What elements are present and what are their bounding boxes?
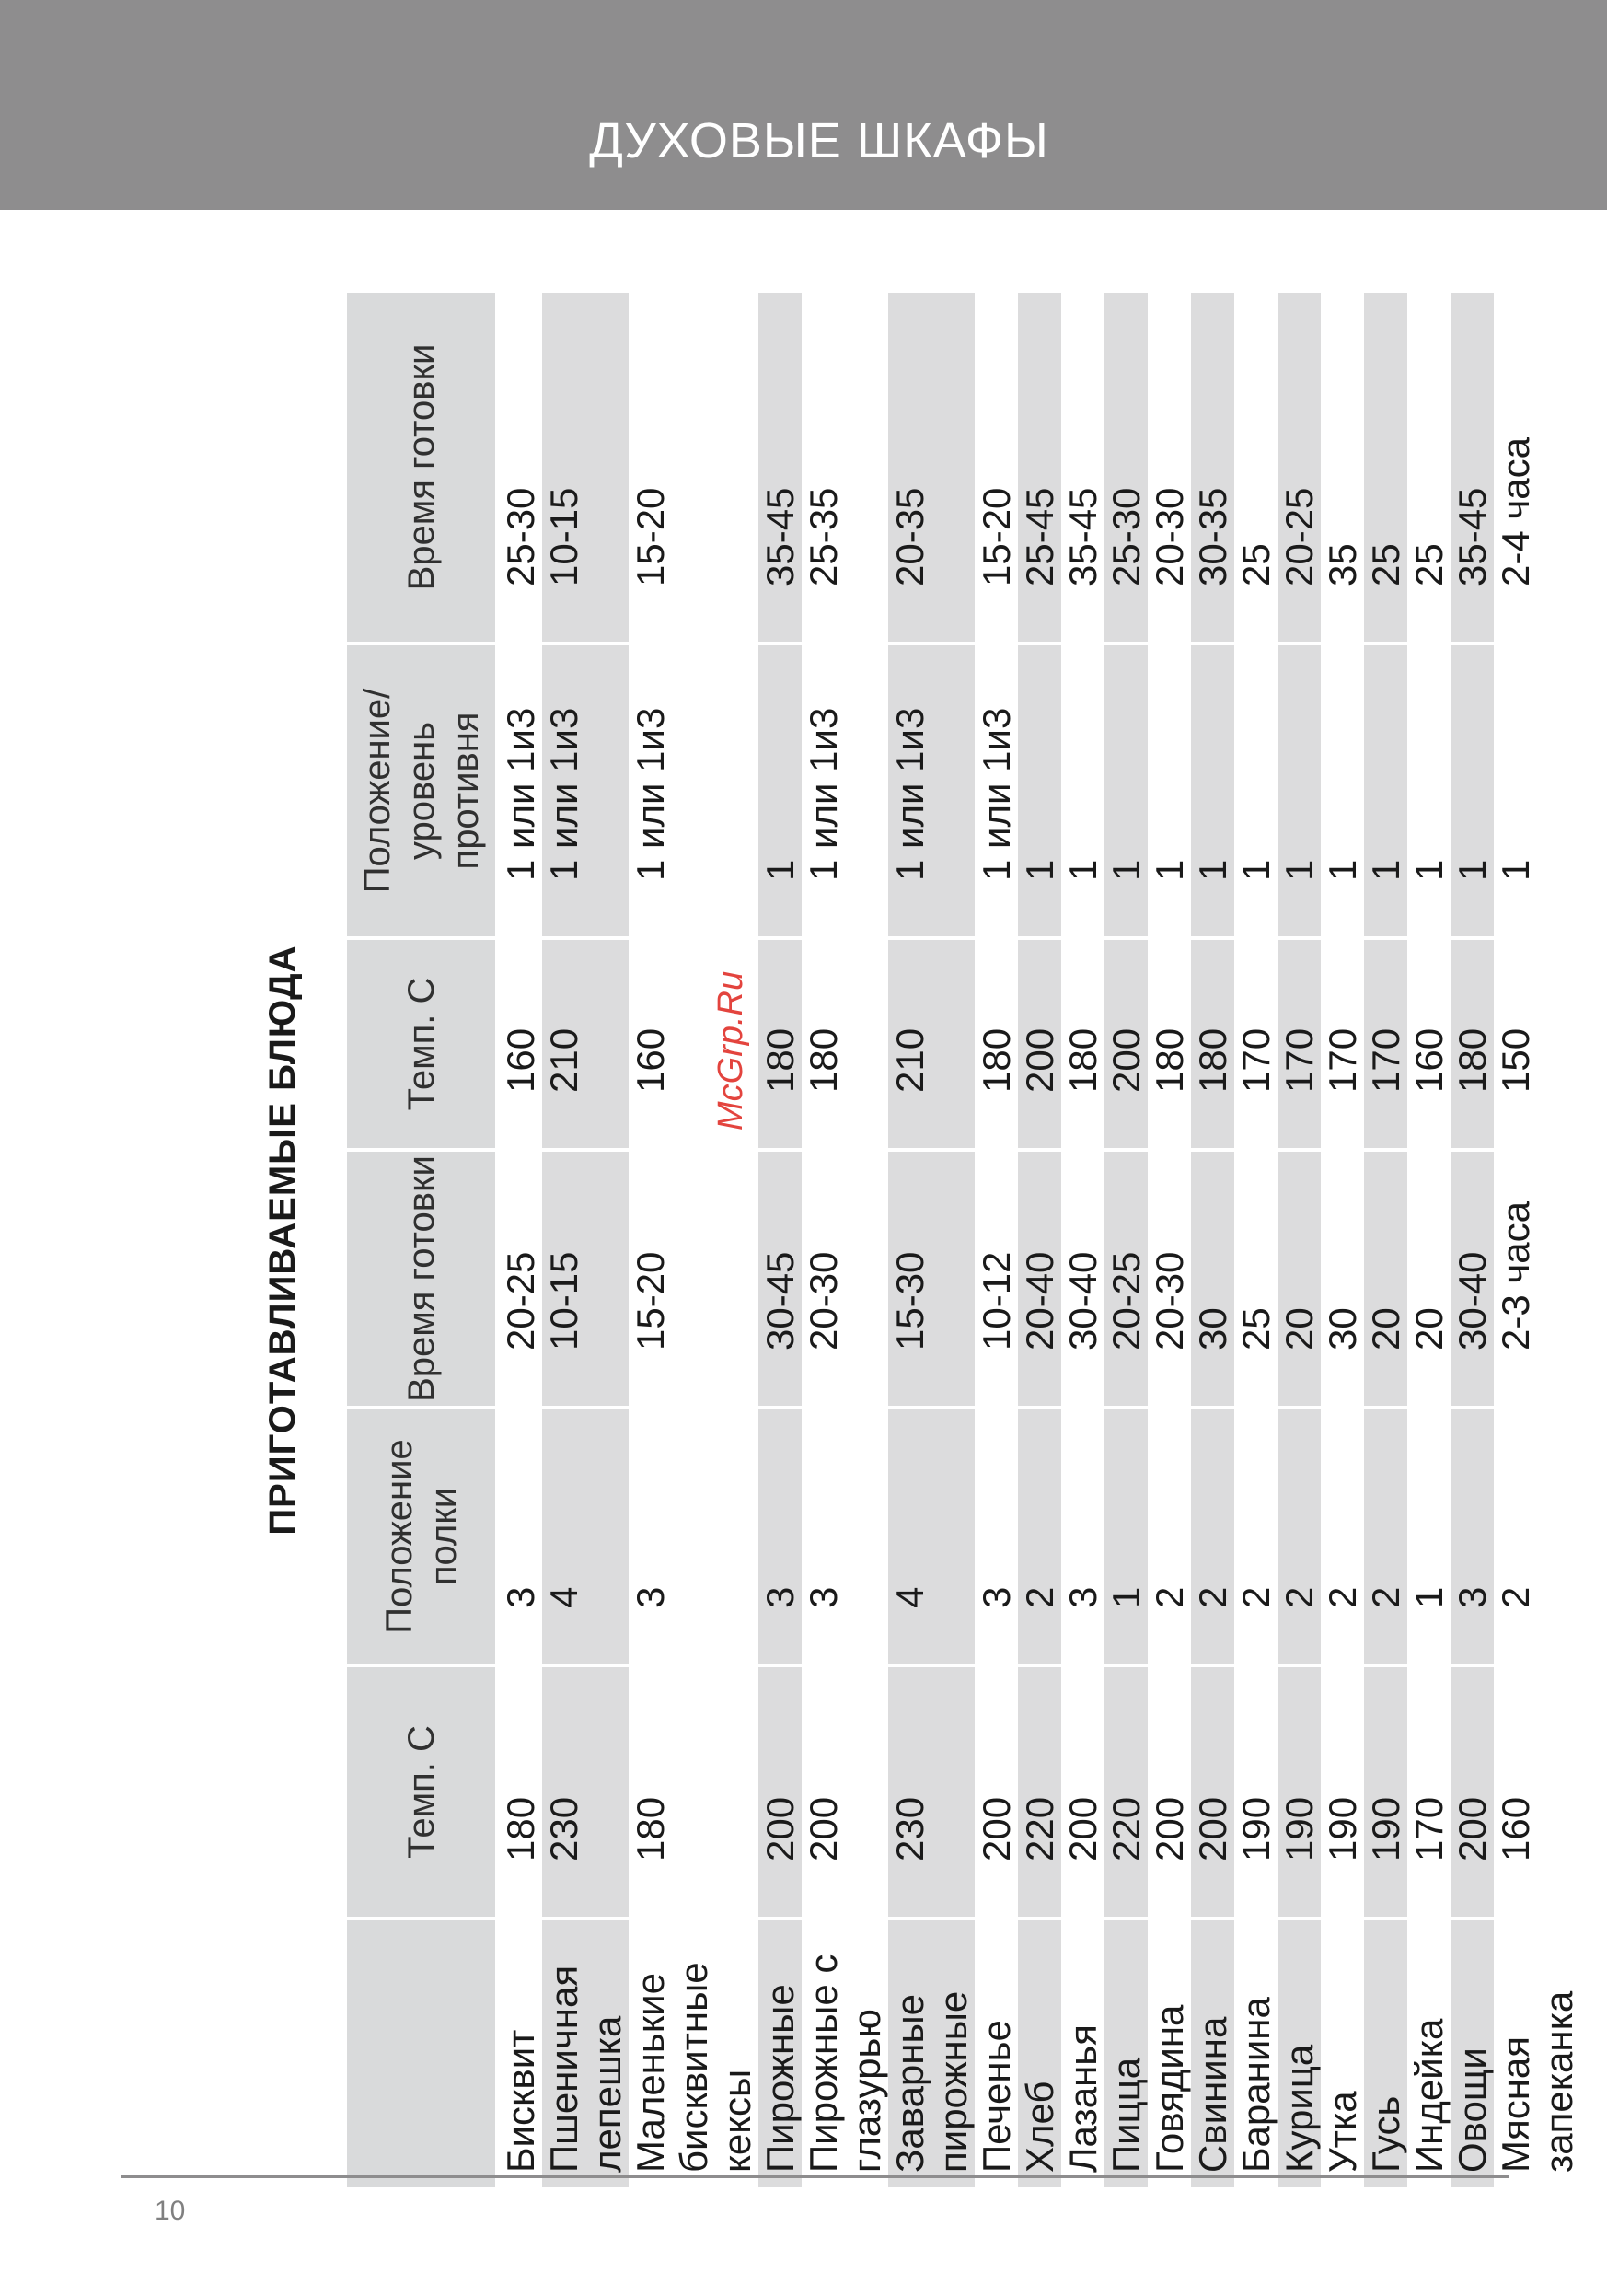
tray-position-cell: 1 bbox=[1018, 645, 1061, 940]
table-row bbox=[802, 293, 888, 2187]
time-1-cell: 20-25 bbox=[1104, 1152, 1148, 1409]
time-2-cell: 20-30 bbox=[1148, 293, 1191, 645]
table-row bbox=[1148, 293, 1191, 2187]
header-dish bbox=[347, 1920, 495, 2187]
cooking-table-rotated bbox=[218, 293, 1580, 2187]
temp-2-cell: 180 bbox=[1191, 940, 1234, 1152]
time-2-cell: 35-45 bbox=[758, 293, 802, 645]
time-1-cell: 20-30 bbox=[802, 1152, 888, 1409]
shelf-cell: 3 bbox=[975, 1409, 1018, 1667]
temp-1-cell: 200 bbox=[1191, 1667, 1234, 1920]
time-1-cell: 10-12 bbox=[975, 1152, 1018, 1409]
temp-2-cell: 160 bbox=[1407, 940, 1451, 1152]
dish-name-cell: Пирожные с глазурью bbox=[802, 1954, 888, 2173]
table-row bbox=[499, 293, 542, 2187]
time-1-cell: 20 bbox=[1364, 1152, 1407, 1409]
table-row bbox=[1234, 293, 1278, 2187]
table-row bbox=[758, 293, 802, 2187]
tray-position-cell: 1 или 1и3 bbox=[975, 645, 1018, 940]
tray-position-cell: 1 bbox=[758, 645, 802, 940]
temp-1-cell: 220 bbox=[1018, 1667, 1061, 1920]
time-1-cell: 25 bbox=[1234, 1152, 1278, 1409]
table-row bbox=[1104, 293, 1148, 2187]
tray-position-cell: 1 bbox=[1191, 645, 1234, 940]
shelf-cell: 2 bbox=[1494, 1409, 1580, 1667]
tray-position-cell: 1 bbox=[1061, 645, 1104, 940]
time-1-cell: 20-30 bbox=[1148, 1152, 1191, 1409]
shelf-cell: 4 bbox=[542, 1409, 629, 1667]
temp-1-cell: 160 bbox=[1494, 1667, 1580, 1920]
footer-divider bbox=[121, 2175, 1509, 2178]
header-band bbox=[0, 0, 1607, 210]
time-2-cell: 25-30 bbox=[1104, 293, 1148, 645]
tray-position-cell: 1 bbox=[1364, 645, 1407, 940]
tray-position-cell: 1 или 1и3 bbox=[542, 645, 629, 940]
temp-1-cell: 200 bbox=[1451, 1667, 1494, 1920]
dish-name-cell: Баранина bbox=[1234, 1997, 1278, 2173]
dish-name-cell: Маленькие бисквитные кексы bbox=[629, 1962, 758, 2173]
temp-2-cell: 160 bbox=[499, 940, 542, 1152]
header-tray-position: Положение/ уровень противня bbox=[347, 645, 495, 940]
shelf-cell: 2 bbox=[1191, 1409, 1234, 1667]
shelf-cell: 2 bbox=[1018, 1409, 1061, 1667]
temp-2-cell: 170 bbox=[1364, 940, 1407, 1152]
temp-1-cell: 180 bbox=[629, 1667, 758, 1920]
temp-1-cell: 220 bbox=[1104, 1667, 1148, 1920]
temp-2-cell: 150 bbox=[1494, 940, 1580, 1152]
shelf-cell: 3 bbox=[758, 1409, 802, 1667]
shelf-cell: 3 bbox=[1451, 1409, 1494, 1667]
shelf-cell: 3 bbox=[1061, 1409, 1104, 1667]
temp-2-cell: 180 bbox=[1451, 940, 1494, 1152]
tray-position-cell: 1 bbox=[1234, 645, 1278, 940]
table-title: ПРИГОТАВЛИВАЕМЫЕ БЛЮДА bbox=[262, 945, 303, 1536]
table-row bbox=[1061, 293, 1104, 2187]
temp-2-cell: 210 bbox=[888, 940, 975, 1152]
header-temp-2: Темп. С bbox=[347, 940, 495, 1152]
time-1-cell: 2-3 часа bbox=[1494, 1152, 1580, 1409]
temp-2-cell: 160 bbox=[629, 940, 758, 1152]
time-2-cell: 10-15 bbox=[542, 293, 629, 645]
time-1-cell: 20-40 bbox=[1018, 1152, 1061, 1409]
time-1-cell: 30-40 bbox=[1061, 1152, 1104, 1409]
temp-2-cell: 210 bbox=[542, 940, 629, 1152]
table-row bbox=[1407, 293, 1451, 2187]
time-2-cell: 30-35 bbox=[1191, 293, 1234, 645]
shelf-cell: 1 bbox=[1407, 1409, 1451, 1667]
table-header-row bbox=[347, 293, 495, 2187]
time-1-cell: 20 bbox=[1278, 1152, 1321, 1409]
table-row bbox=[1494, 293, 1580, 2187]
time-2-cell: 25-35 bbox=[802, 293, 888, 645]
temp-1-cell: 190 bbox=[1278, 1667, 1321, 1920]
table-row bbox=[629, 293, 758, 2187]
tray-position-cell: 1 или 1и3 bbox=[802, 645, 888, 940]
cooking-table bbox=[347, 293, 1580, 2187]
table-row bbox=[888, 293, 975, 2187]
time-2-cell: 25-45 bbox=[1018, 293, 1061, 645]
tray-position-cell: 1 bbox=[1451, 645, 1494, 940]
time-1-cell: 20 bbox=[1407, 1152, 1451, 1409]
dish-name-cell: Индейка bbox=[1407, 2018, 1451, 2173]
time-2-cell: 25 bbox=[1407, 293, 1451, 645]
tray-position-cell: 1 bbox=[1494, 645, 1580, 940]
dish-name-cell: Заварные пирожные bbox=[888, 1920, 975, 2187]
shelf-cell: 2 bbox=[1234, 1409, 1278, 1667]
header-time-2: Время готовки bbox=[347, 293, 495, 645]
temp-1-cell: 190 bbox=[1234, 1667, 1278, 1920]
header-temp-1: Темп. С bbox=[347, 1667, 495, 1920]
dish-name-cell: Утка bbox=[1321, 2091, 1364, 2173]
temp-2-cell: 180 bbox=[1148, 940, 1191, 1152]
dish-name-cell: Пирожные bbox=[758, 1920, 802, 2187]
temp-1-cell: 190 bbox=[1364, 1667, 1407, 1920]
time-1-cell: 30 bbox=[1191, 1152, 1234, 1409]
tray-position-cell: 1 bbox=[1407, 645, 1451, 940]
table-body bbox=[499, 293, 1580, 2187]
shelf-cell: 4 bbox=[888, 1409, 975, 1667]
time-1-cell: 20-25 bbox=[499, 1152, 542, 1409]
table-row bbox=[1191, 293, 1234, 2187]
shelf-cell: 1 bbox=[1104, 1409, 1148, 1667]
watermark: McGrp.Ru bbox=[711, 970, 750, 1131]
dish-name-cell: Овощи bbox=[1451, 1920, 1494, 2187]
table-row bbox=[542, 293, 629, 2187]
time-2-cell: 25 bbox=[1364, 293, 1407, 645]
temp-1-cell: 180 bbox=[499, 1667, 542, 1920]
tray-position-cell: 1 или 1и3 bbox=[629, 645, 758, 940]
shelf-cell: 2 bbox=[1278, 1409, 1321, 1667]
table-row bbox=[975, 293, 1018, 2187]
temp-1-cell: 170 bbox=[1407, 1667, 1451, 1920]
dish-name-cell: Говядина bbox=[1148, 2004, 1191, 2173]
temp-2-cell: 170 bbox=[1234, 940, 1278, 1152]
temp-1-cell: 230 bbox=[542, 1667, 629, 1920]
temp-1-cell: 190 bbox=[1321, 1667, 1364, 1920]
temp-2-cell: 200 bbox=[1104, 940, 1148, 1152]
table-row bbox=[1364, 293, 1407, 2187]
table-row bbox=[1018, 293, 1061, 2187]
header-time-1: Время готовки bbox=[347, 1152, 495, 1409]
temp-1-cell: 230 bbox=[888, 1667, 975, 1920]
dish-name-cell: Гусь bbox=[1364, 1920, 1407, 2187]
time-2-cell: 35-45 bbox=[1061, 293, 1104, 645]
time-2-cell: 35 bbox=[1321, 293, 1364, 645]
dish-name-cell: Мясная запеканка bbox=[1494, 1990, 1580, 2173]
temp-2-cell: 170 bbox=[1278, 940, 1321, 1152]
shelf-cell: 2 bbox=[1148, 1409, 1191, 1667]
shelf-cell: 3 bbox=[499, 1409, 542, 1667]
cooking-table-container bbox=[218, 293, 1580, 2187]
dish-name-cell: Лазанья bbox=[1061, 2024, 1104, 2173]
time-2-cell: 15-20 bbox=[629, 293, 758, 645]
time-2-cell: 2-4 часа bbox=[1494, 293, 1580, 645]
shelf-cell: 2 bbox=[1364, 1409, 1407, 1667]
tray-position-cell: 1 bbox=[1148, 645, 1191, 940]
dish-name-cell: Свинина bbox=[1191, 1920, 1234, 2187]
temp-2-cell: 180 bbox=[975, 940, 1018, 1152]
table-row bbox=[1278, 293, 1321, 2187]
time-2-cell: 15-20 bbox=[975, 293, 1018, 645]
page-title: ДУХОВЫЕ ШКАФЫ bbox=[589, 113, 1049, 168]
time-1-cell: 30-45 bbox=[758, 1152, 802, 1409]
temp-1-cell: 200 bbox=[975, 1667, 1018, 1920]
temp-2-cell: 200 bbox=[1018, 940, 1061, 1152]
dish-name-cell: Пшеничная лепешка bbox=[542, 1920, 629, 2187]
dish-name-cell: Бисквит bbox=[499, 2029, 542, 2173]
temp-1-cell: 200 bbox=[802, 1667, 888, 1920]
shelf-cell: 3 bbox=[802, 1409, 888, 1667]
time-2-cell: 20-35 bbox=[888, 293, 975, 645]
time-1-cell: 15-30 bbox=[888, 1152, 975, 1409]
temp-2-cell: 180 bbox=[1061, 940, 1104, 1152]
dish-name-cell: Курица bbox=[1278, 1920, 1321, 2187]
tray-position-cell: 1 или 1и3 bbox=[499, 645, 542, 940]
page-number: 10 bbox=[155, 2196, 186, 2226]
time-2-cell: 20-25 bbox=[1278, 293, 1321, 645]
temp-2-cell: 180 bbox=[802, 940, 888, 1152]
tray-position-cell: 1 bbox=[1278, 645, 1321, 940]
shelf-cell: 2 bbox=[1321, 1409, 1364, 1667]
dish-name-cell: Печенье bbox=[975, 2020, 1018, 2173]
dish-name-cell: Пицца bbox=[1104, 1920, 1148, 2187]
temp-1-cell: 200 bbox=[1148, 1667, 1191, 1920]
time-2-cell: 25 bbox=[1234, 293, 1278, 645]
temp-2-cell: 170 bbox=[1321, 940, 1364, 1152]
tray-position-cell: 1 или 1и3 bbox=[888, 645, 975, 940]
time-2-cell: 35-45 bbox=[1451, 293, 1494, 645]
table-row bbox=[1451, 293, 1494, 2187]
temp-2-cell: 180 bbox=[758, 940, 802, 1152]
tray-position-cell: 1 bbox=[1321, 645, 1364, 940]
time-1-cell: 30-40 bbox=[1451, 1152, 1494, 1409]
time-1-cell: 10-15 bbox=[542, 1152, 629, 1409]
dish-name-cell: Хлеб bbox=[1018, 1920, 1061, 2187]
tray-position-cell: 1 bbox=[1104, 645, 1148, 940]
time-1-cell: 30 bbox=[1321, 1152, 1364, 1409]
temp-1-cell: 200 bbox=[758, 1667, 802, 1920]
shelf-cell: 3 bbox=[629, 1409, 758, 1667]
time-2-cell: 25-30 bbox=[499, 293, 542, 645]
header-shelf: Положение полки bbox=[347, 1409, 495, 1667]
time-1-cell: 15-20 bbox=[629, 1152, 758, 1409]
temp-1-cell: 200 bbox=[1061, 1667, 1104, 1920]
table-row bbox=[1321, 293, 1364, 2187]
